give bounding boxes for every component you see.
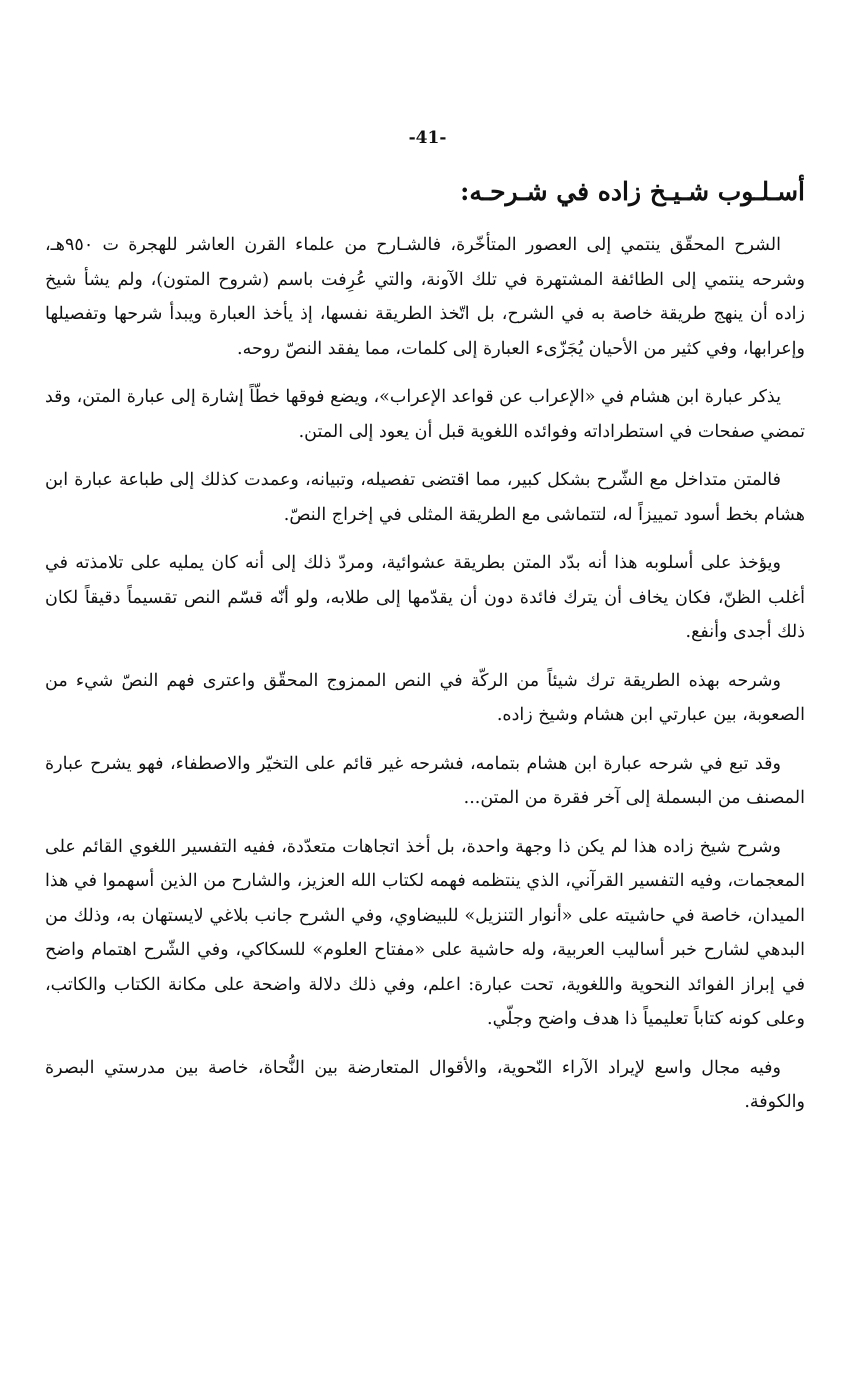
body-text (45, 228, 805, 1134)
page-number: -41- (408, 128, 447, 148)
paragraph: يذكر عبارة ابن هشام في «الإعراب عن قواعد الإعراب»، ويضع فوقها خطّاً إشارة إلى عبارة المتن، وقد تمضي صفحات في استطراداته وفوائده اللغوية قبل أن يعود إلى المتن. (45, 387, 805, 442)
paragraph: وشرح شيخ زاده هذا لم يكن ذا وجهة واحدة، بل أخذ اتجاهات متعدّدة، ففيه التفسير اللغوي القائم على المعجمات، وفيه التفسير القرآني، الذي ينتظمه فهمه لكتاب الله العزيز، والشارح من الذين أسهموا في هذا الميدان، خاصة في حاشيته على «أنوار التنزيل» للبيضاوي، وفي الشرح جانب بلاغي لايستهان به، وذلك من البدهي لشارح خبر أساليب العربية، وله حاشية على «مفتاح العلوم» للسكاكي، وفي الشّرح اهتمام واضح في إبراز الفوائد النحوية واللغوية، تحت عبارة: اعلم، وفي ذلك دلالة واضحة على مكانة الكتاب والكاتب، وعلى كونه كتاباً تعليمياً ذا هدف واضح وجلّي. (45, 836, 805, 1029)
paragraph: وفيه مجال واسع لإيراد الآراء النّحوية، والأقوال المتعارضة بين النُّحاة، خاصة بين مدرستي البصرة والكوفة. (45, 1057, 805, 1112)
section-heading: أسـلـوب شـيـخ زاده في شـرحـه: (460, 177, 805, 206)
paragraph: وشرحه بهذه الطريقة ترك شيئاً من الركّة في النص الممزوج المحقّق واعترى فهم النصّ شيء من الصعوبة، بين عبارتي ابن هشام وشيخ زاده. (45, 670, 805, 725)
paragraph: وقد تبع في شرحه عبارة ابن هشام بتمامه، فشرحه غير قائم على التخيّر والاصطفاء، فهو يشرح عبارة المصنف من البسملة إلى آخر فقرة من المتن... (45, 753, 805, 808)
paragraph: ويؤخذ على أسلوبه هذا أنه بدّد المتن بطريقة عشوائية، ومردّ ذلك إلى أنه كان يمليه على تلامذته في أغلب الظنّ، فكان يخاف أن يترك فائدة دون أن يقدّمها إلى طلابه، ولو أنّه قسّم النص تقسيماً دقيقاً لكان ذلك أجدى وأنفع. (45, 553, 805, 642)
paragraph: الشرح المحقّق ينتمي إلى العصور المتأخّرة، فالشـارح من علماء القرن العاشر للهجرة ت ٩٥٠هـ، وشرحه ينتمي إلى الطائفة المشتهرة في تلك الآونة، والتي عُرِفت باسم (شروح المتون)، ولم يشأ شيخ زاده أن ينهج طريقة خاصة به في الشرح، بل اتّخذ الطريقة نفسها، إذ يأخذ العبارة ويبدأ شرحها وتفصيلها وإعرابها، وفي كثير من الأحيان يُجَزّىء العبارة إلى كلمات، مما يفقد النصّ روحه. (45, 235, 805, 359)
paragraph: فالمتن متداخل مع الشّرح بشكل كبير، مما اقتضى تفصيله، وتبيانه، وعمدت كذلك إلى طباعة عبارة ابن هشام بخط أسود تمييزاً له، لتتماشى مع الطريقة المثلى في إخراج النصّ. (45, 470, 805, 525)
